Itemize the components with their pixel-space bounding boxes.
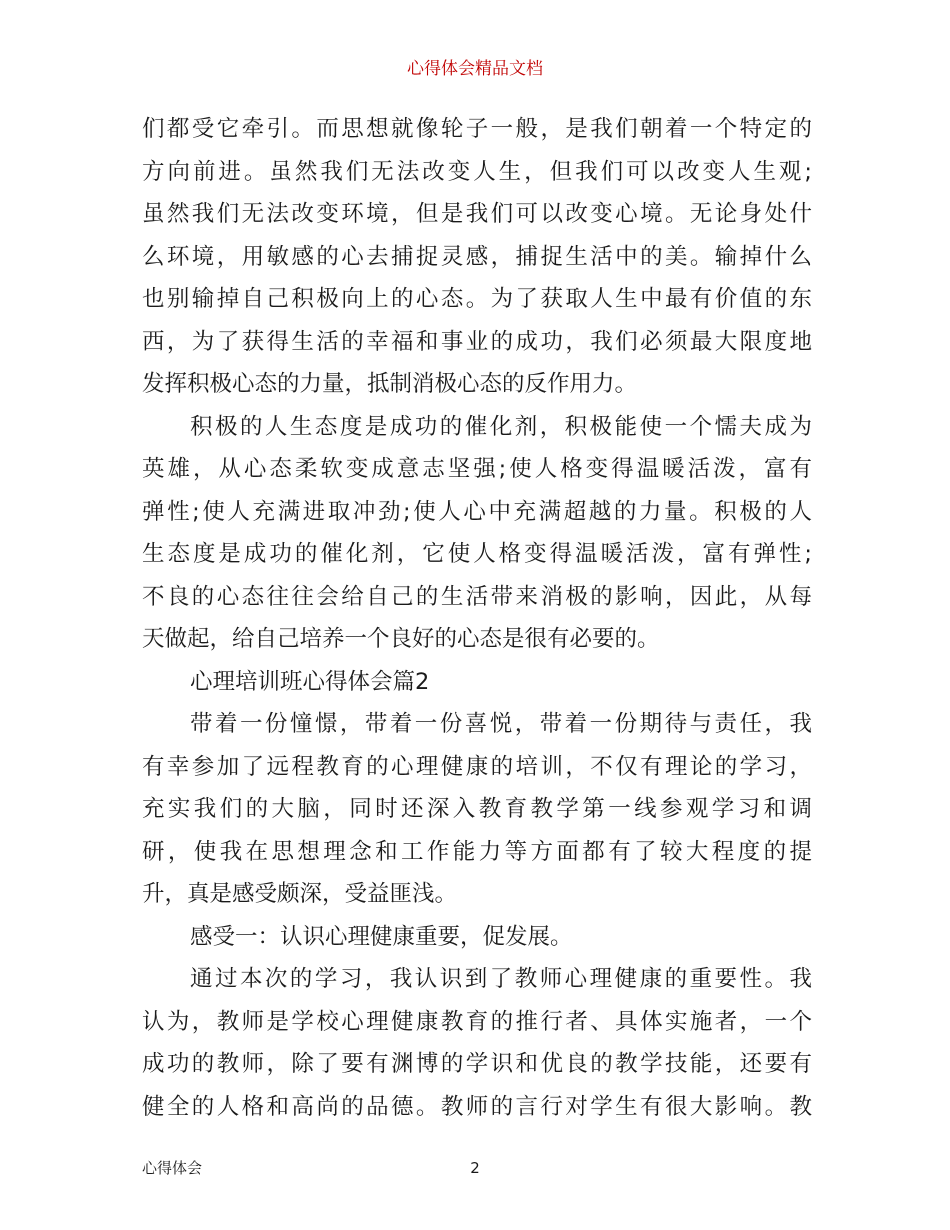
page-number: 2: [470, 1159, 480, 1177]
body-line: 带着一份憧憬，带着一份喜悦，带着一份期待与责任，我: [190, 711, 812, 737]
body-line: 有幸参加了远程教育的心理健康的培训，不仅有理论的学习，: [142, 753, 812, 780]
body-line: 也别输掉自己积极向上的心态。为了获取人生中最有价值的东: [142, 286, 812, 312]
section-heading: 心理培训班心得体会篇2: [190, 668, 430, 695]
body-line: 方向前进。虽然我们无法改变人生，但我们可以改变人生观;: [142, 158, 812, 185]
body-line: 研，使我在思想理念和工作能力等方面都有了较大程度的提: [142, 838, 812, 865]
body-line: 充实我们的大脑，同时还深入教育教学第一线参观学习和调: [142, 796, 812, 822]
body-line: 发挥积极心态的力量，抵制消极心态的反作用力。: [142, 371, 638, 397]
body-line: 通过本次的学习，我认识到了教师心理健康的重要性。我: [190, 966, 812, 992]
body-line: 成功的教师，除了要有渊博的学识和优良的教学技能，还要有: [142, 1051, 812, 1077]
body-line: 生态度是成功的催化剂，它使人格变得温暖活泼，富有弹性;: [142, 541, 812, 567]
document-body: [142, 108, 812, 1128]
body-line: 积极的人生态度是成功的催化剂，积极能使一个懦夫成为: [190, 413, 812, 440]
body-line: 英雄，从心态柔软变成意志坚强;使人格变得温暖活泼，富有: [142, 456, 812, 482]
body-line: 弹性;使人充满进取冲劲;使人心中充满超越的力量。积极的人: [142, 498, 812, 525]
body-line: 西，为了获得生活的幸福和事业的成功，我们必须最大限度地: [142, 328, 812, 355]
body-line: 升，真是感受颇深，受益匪浅。: [142, 881, 458, 907]
body-line: 么环境，用敏感的心去捕捉灵感，捕捉生活中的美。输掉什么: [142, 243, 812, 270]
body-line: 们都受它牵引。而思想就像轮子一般，是我们朝着一个特定的: [142, 116, 812, 142]
body-line: 健全的人格和高尚的品德。教师的言行对学生有很大影响。教: [142, 1093, 812, 1120]
body-line: 不良的心态往往会给自己的生活带来消极的影响，因此，从每: [142, 583, 812, 610]
footer-label: 心得体会: [142, 1159, 203, 1177]
body-line: 虽然我们无法改变环境，但是我们可以改变心境。无论身处什: [142, 201, 812, 227]
page-header-title: 心得体会精品文档: [407, 59, 543, 79]
subheading: 感受一：认识心理健康重要，促发展。: [190, 923, 573, 950]
body-line: 天做起，给自己培养一个良好的心态是很有必要的。: [142, 626, 660, 652]
body-line: 认为，教师是学校心理健康教育的推行者、具体实施者，一个: [142, 1008, 812, 1035]
